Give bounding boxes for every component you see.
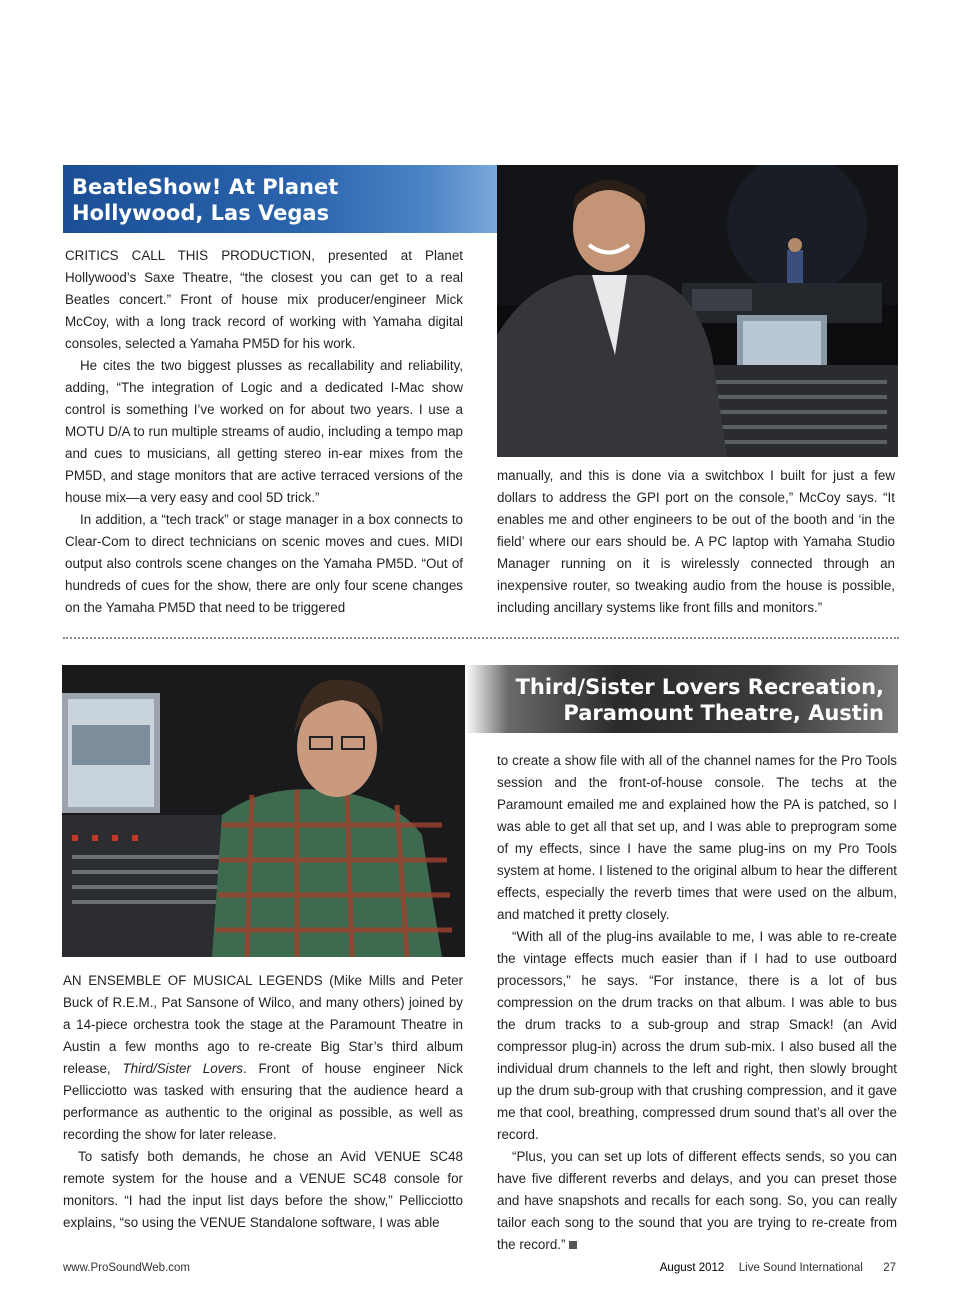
end-of-article-icon (569, 1241, 577, 1249)
article1-col1-paragraph: In addition, a “tech track” or stage manager in a box connects to Clear-Com to direct technicians on scenic moves and cues. MIDI output also controls scene changes on the Yamaha PM5D. “Out of hundreds of cues for the show, there are only four scene changes on the Yamaha PM5D that need to be triggered (65, 512, 463, 615)
section-divider (63, 637, 899, 639)
article2-col1-paragraph: To satisfy both demands, he chose an Avid VENUE SC48 remote system for the house and a VENUE SC48 console for monitors. “I had the input list days before the show,” Pellicciotto explains, “so using the VENUE Standalone software, I was able (63, 1149, 463, 1230)
article1-headline-line1: BeatleShow! At Planet (72, 175, 339, 199)
article2-lead-in: AN ENSEMBLE OF MUSICAL LEGENDS (63, 973, 323, 988)
article2-col2-paragraph: “With all of the plug-ins available to me, I was able to re-create the vintage effects much easier than if I had to use outboard processors,” he says. “For instance, there is a lot of bus compression on the drum tracks on that album. I was able to bus the drum tracks to a sub-group and strap Smack! (an Avid compressor plug-in) across the drum sub-mix. I also bused all the individual drum channels to the left and right, then slowly brought up the drum sub-group with that crushing compression, and it gave me that cool, breathing, compressed drum sound that’s all over the record. (497, 929, 897, 1142)
album-title: Third/Sister Lovers (122, 1061, 243, 1076)
article1-photo-engineer-at-console (497, 165, 898, 457)
article1-col1-text: presented at Planet Hollywood’s Saxe Theatre, “the closest you can get to a real Beatles concert.” Front of house mix producer/engineer Mick McCoy, with a long track record of working with Yamaha digital consoles, selected a Yamaha PM5D for his work. (65, 248, 464, 351)
article1-headline (63, 165, 497, 233)
footer-right (660, 1262, 896, 1274)
article1-column2 (497, 465, 895, 619)
article2-photo-engineer-in-studio (62, 665, 465, 957)
article2-col1-text: . Front of house engineer Nick Pellicciotto was tasked with ensuring that the audience heard a performance as authentic to the original as possible, as well as recording the show for later release. (63, 1061, 463, 1142)
article1-lead-in: CRITICS CALL THIS PRODUCTION, (65, 248, 315, 263)
footer-magazine: Live Sound International (738, 1262, 863, 1274)
article2-headline (465, 665, 898, 733)
article1-headline-line2: Hollywood, Las Vegas (72, 201, 330, 225)
article1-col2-paragraph: manually, and this is done via a switchbox I built for just a few dollars to address the GPI port on the console,” McCoy says. “It enables me and other engineers to be out of the booth and ‘in the field’ where our ears should be. A PC laptop with Yamaha Studio Manager running on it is wirelessly connected through an inexpensive router, so tweaking audio from the house is possible, including ancillary systems like front fills and monitors.” (497, 468, 895, 615)
article2-col1-text: (Mike Mills and Peter Buck of R.E.M., Pat Sansone of Wilco, and many others) joined by a 14-piece orchestra took the stage at the Paramount Theatre in Austin a few months ago to re-create Big Star’s third album release, (63, 973, 463, 1076)
console-photo-illustration (497, 165, 898, 457)
article2-column1 (63, 970, 463, 1234)
article1-column1 (65, 245, 463, 619)
article2-col2-text: “Plus, you can set up lots of different effects sends, so you can have five different reverbs and delays, and you can preset those and have snapshots and recalls for each song. So, you can really tailor each song to the sound that you are trying to re-create from the record.” (497, 1149, 897, 1252)
footer-website: www.ProSoundWeb.com (63, 1262, 190, 1274)
studio-photo-illustration (62, 665, 465, 957)
footer-page-number: 27 (883, 1262, 896, 1274)
article2-col2-paragraph (497, 1146, 897, 1256)
article1-col1-paragraph (65, 245, 463, 355)
article2-col2-paragraph: to create a show file with all of the channel names for the Pro Tools session and the front-of-house console. The techs at the Paramount emailed me and explained how the PA is patched, so I was able to get all that set up, and I was able to preprogram some of my effects, since I have the same plug-ins on my Pro Tools system at home. I listened to the original album to hear the different effects, especially the reverb times that were used on the album, and matched it pretty closely. (497, 753, 897, 922)
footer-date: August 2012 (659, 1262, 725, 1274)
article2-column2 (497, 750, 897, 1256)
article2-headline-line1: Third/Sister Lovers Recreation, (515, 675, 884, 699)
article2-headline-line2: Paramount Theatre, Austin (563, 701, 884, 725)
article1-col1-paragraph: He cites the two biggest plusses as recallability and reliability, adding, “The integration of Logic and a dedicated I-Mac show control is something I’ve worked on for about two years. I use a MOTU D/A to run multiple streams of audio, including a tempo map and cues to musicians, all getting stereo in-ear mixes from the PM5D, and stage monitors that are active terraced versions of the house mix—a very easy and cool 5D trick.” (65, 358, 463, 505)
article2-col1-paragraph (63, 970, 463, 1146)
